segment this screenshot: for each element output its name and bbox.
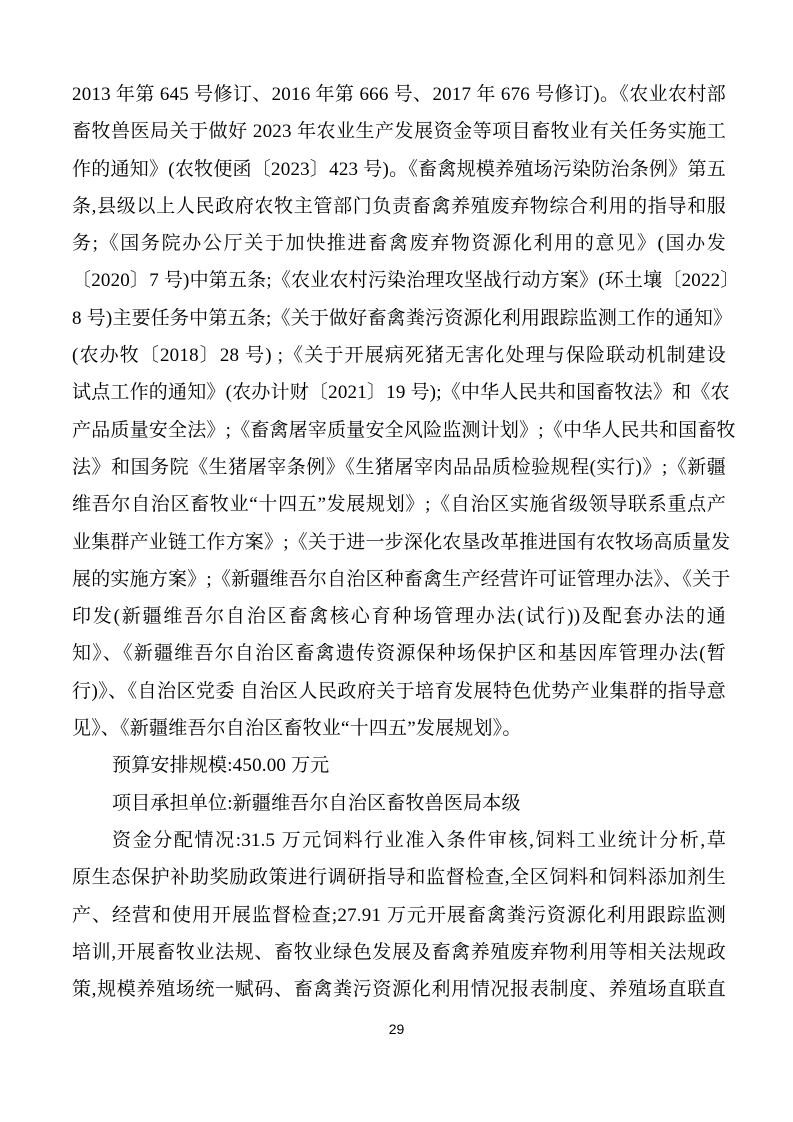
- document-line: 策,规模养殖场统一赋码、畜禽粪污资源化利用情况报表制度、养殖场直联直: [72, 979, 726, 1001]
- document-line: (农办牧〔2018〕28 号) ;《关于开展病死猪无害化处理与保险联动机制建设: [72, 345, 726, 367]
- document-line: 2013 年第 645 号修订、2016 年第 666 号、2017 年 676 号修订)。《农业农村部: [72, 84, 726, 105]
- document-line: 法》和国务院《生猪屠宰条例》《生猪屠宰肉品品质检验规程(实行)》;《新疆: [72, 456, 726, 478]
- project-undertaker-line: 项目承担单位:新疆维吾尔自治区畜牧兽医局本级: [112, 792, 521, 814]
- document-line: 产、经营和使用开展监督检查;27.91 万元开展畜禽粪污资源化利用跟踪监测: [72, 904, 726, 926]
- document-line: 培训,开展畜牧业法规、畜牧业绿色发展及畜禽养殖废弃物利用等相关法规政: [72, 941, 726, 963]
- budget-scale-line: 预算安排规模:450.00 万元: [112, 755, 330, 777]
- document-line: 试点工作的通知》(农办计财〔2021〕19 号);《中华人民共和国畜牧法》和《农: [72, 382, 730, 404]
- document-line: 行)》、《自治区党委 自治区人民政府关于培育发展特色优势产业集群的指导意: [72, 680, 726, 702]
- document-body: [72, 76, 740, 1008]
- document-line: 作的通知》(农牧便函〔2023〕423 号)。《畜禽规模养殖场污染防治条例》第五: [72, 158, 726, 180]
- document-line: 〔2020〕7 号)中第五条;《农业农村污染治理攻坚战行动方案》(环土壤〔2022〕: [72, 270, 740, 292]
- document-line: 见》、《新疆维吾尔自治区畜牧业“十四五”发展规划》。: [72, 718, 522, 740]
- document-line: 8 号)主要任务中第五条;《关于做好畜禽粪污资源化利用跟踪监测工作的通知》: [72, 307, 733, 329]
- document-line: 原生态保护补助奖励政策进行调研指导和监督检查,全区饲料和饲料添加剂生: [72, 867, 726, 889]
- document-line: 务;《国务院办公厅关于加快推进畜禽废弃物资源化利用的意见》(国办发: [72, 233, 726, 255]
- document-line: 印发(新疆维吾尔自治区畜禽核心育种场管理办法(试行))及配套办法的通: [72, 606, 726, 628]
- fund-allocation-line: 资金分配情况:31.5 万元饲料行业准入条件审核,饲料工业统计分析,草: [112, 829, 726, 851]
- document-line: 展的实施方案》;《新疆维吾尔自治区种畜禽生产经营许可证管理办法》、《关于: [72, 568, 731, 590]
- document-line: 条,县级以上人民政府农牧主管部门负责畜禽养殖废弃物综合利用的指导和服: [72, 195, 726, 217]
- document-line: 维吾尔自治区畜牧业“十四五”发展规划》;《自治区实施省级领导联系重点产: [72, 494, 726, 516]
- document-line: 业集群产业链工作方案》;《关于进一步深化农垦改革推进国有农牧场高质量发: [72, 531, 731, 553]
- document-line: 畜牧兽医局关于做好 2023 年农业生产发展资金等项目畜牧业有关任务实施工: [72, 121, 726, 143]
- document-line: 知》、《新疆维吾尔自治区畜禽遗传资源保种场保护区和基因库管理办法(暂: [72, 643, 726, 665]
- page-number: 29: [388, 1021, 405, 1037]
- document-line: 产品质量安全法》;《畜禽屠宰质量安全风险监测计划》;《中华人民共和国畜牧: [72, 419, 736, 441]
